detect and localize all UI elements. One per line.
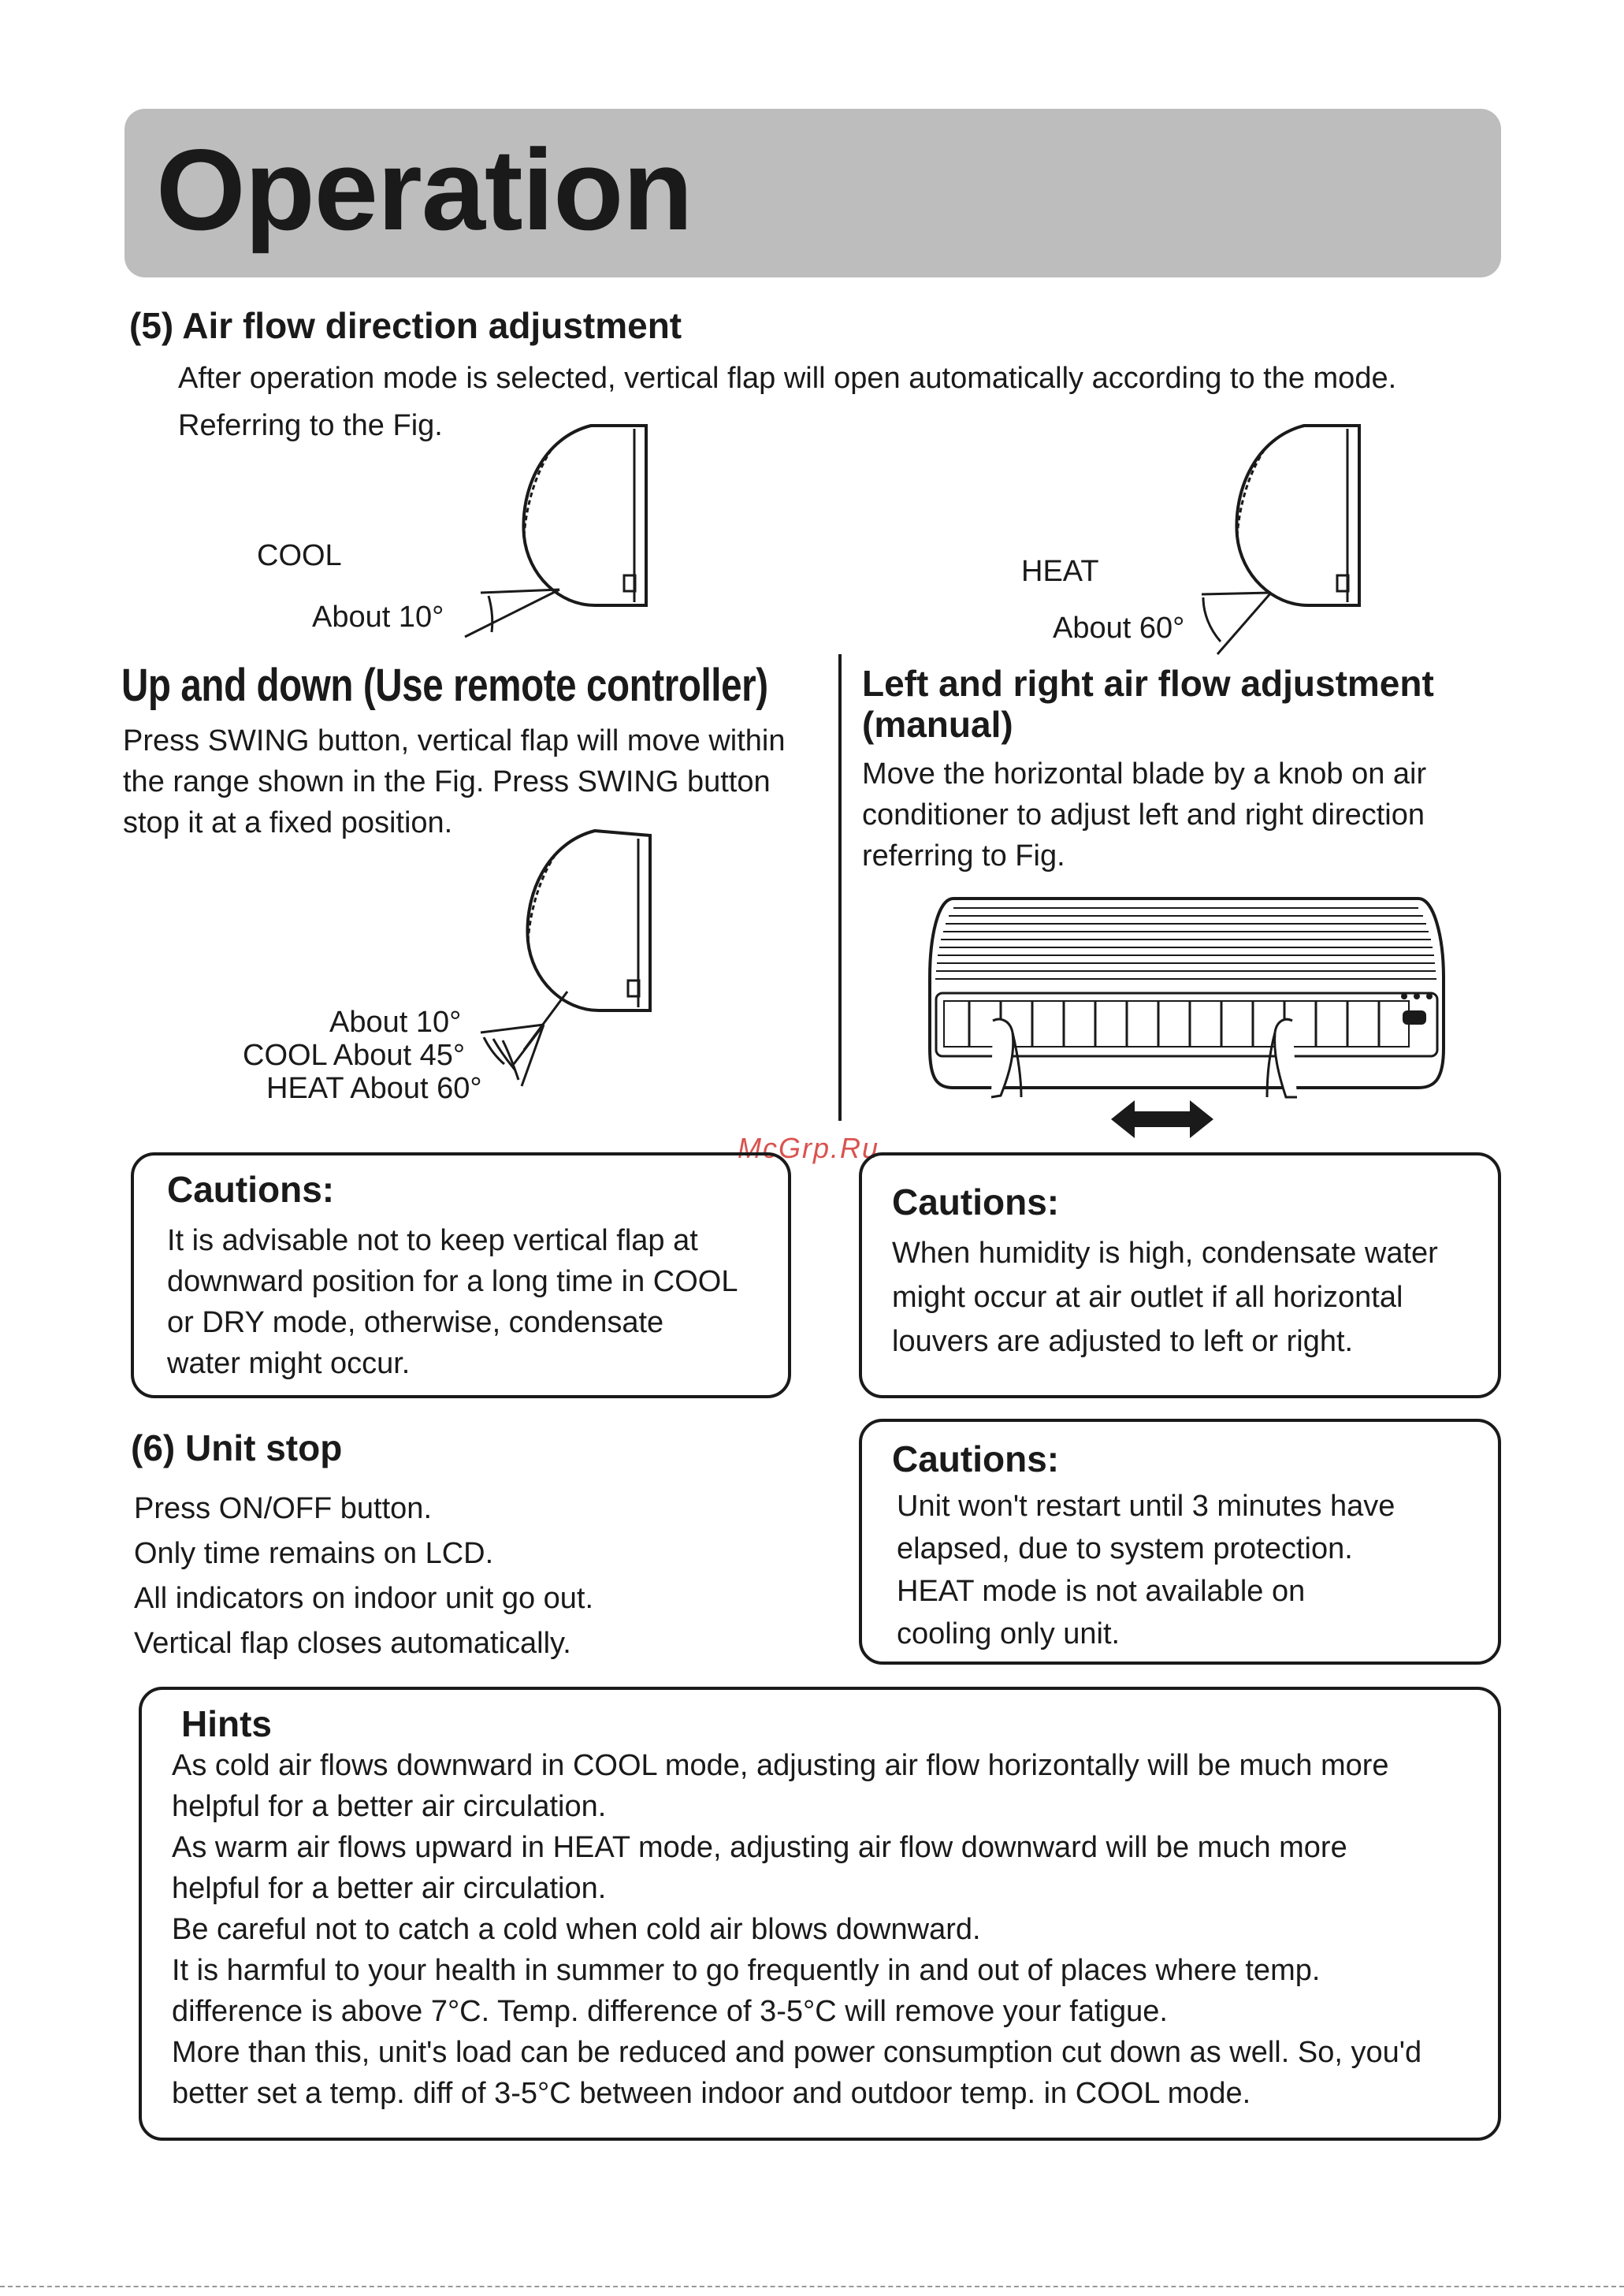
hint-line: As cold air flows downward in COOL mode, adjusting air flow horizontally will be much more [172, 1749, 1389, 1782]
left-right-text-line: Move the horizontal blade by a knob on air [862, 757, 1427, 791]
hint-line: Be careful not to catch a cold when cold air blows downward. [172, 1913, 981, 1946]
caution-line: or DRY mode, otherwise, condensate [167, 1306, 664, 1339]
hint-line: More than this, unit's load can be reduced and power consumption cut down as well. So, you'd [172, 2036, 1422, 2069]
heat-label: HEAT [1021, 555, 1099, 588]
watermark: McGrp.Ru [738, 1132, 880, 1164]
caution-line: Unit won't restart until 3 minutes have [897, 1490, 1395, 1523]
caution-line: might occur at air outlet if all horizontal [892, 1281, 1403, 1314]
caution-line: When humidity is high, condensate water [892, 1237, 1438, 1270]
caution-box-right-restart [859, 1419, 1501, 1665]
indoor-unit-side-heat-figure [1154, 418, 1375, 654]
caution-box-right-humidity [859, 1152, 1501, 1398]
hints-box [139, 1687, 1501, 2141]
indoor-unit-side-cool-figure [441, 418, 662, 654]
heat-angle-label: About 60° [1053, 612, 1185, 645]
caution-title: Cautions: [167, 1169, 335, 1210]
swing-cool-45-label: COOL About 45° [243, 1039, 466, 1072]
hint-line: As warm air flows upward in HEAT mode, adjusting air flow downward will be much more [172, 1831, 1347, 1864]
column-divider [838, 654, 842, 1121]
up-down-text-line: the range shown in the Fig. Press SWING button [123, 765, 771, 798]
unit-stop-line: Press ON/OFF button. [134, 1492, 432, 1525]
caution-box-left [131, 1152, 791, 1398]
section-6-heading: (6) Unit stop [131, 1427, 343, 1468]
up-down-text-line: stop it at a fixed position. [123, 806, 453, 839]
indoor-unit-front-figure [922, 891, 1450, 1151]
swing-about-10-label: About 10° [329, 1006, 462, 1039]
caution-line: HEAT mode is not available on [897, 1575, 1306, 1608]
swing-heat-60-label: HEAT About 60° [266, 1072, 482, 1105]
caution-line: It is advisable not to keep vertical flap at [167, 1224, 698, 1257]
caution-title: Cautions: [892, 1181, 1060, 1222]
caution-line: water might occur. [167, 1347, 411, 1380]
unit-stop-line: Vertical flap closes automatically. [134, 1627, 571, 1660]
section-5-intro-line2: Referring to the Fig. [178, 409, 443, 442]
caution-line: downward position for a long time in COOL [167, 1265, 738, 1298]
left-right-heading-line2: (manual) [862, 704, 1013, 745]
unit-stop-line: Only time remains on LCD. [134, 1537, 494, 1570]
page-title: Operation [156, 125, 693, 254]
up-down-heading: Up and down (Use remote controller) [121, 660, 768, 711]
section-5-heading: (5) Air flow direction adjustment [129, 305, 682, 346]
unit-stop-line: All indicators on indoor unit go out. [134, 1582, 594, 1615]
page-bottom-edge [0, 2286, 1624, 2289]
hint-line: helpful for a better air circulation. [172, 1790, 607, 1823]
up-down-text-line: Press SWING button, vertical flap will move within [123, 724, 786, 757]
left-right-text-line: conditioner to adjust left and right direction [862, 798, 1425, 832]
caution-line: louvers are adjusted to left or right. [892, 1325, 1354, 1358]
cool-label: COOL [257, 539, 342, 572]
hint-line: helpful for a better air circulation. [172, 1872, 607, 1905]
hint-line: difference is above 7°C. Temp. difference of 3-5°C will remove your fatigue. [172, 1995, 1168, 2028]
left-right-heading-line1: Left and right air flow adjustment [862, 663, 1434, 704]
cool-angle-label: About 10° [312, 601, 444, 634]
caution-line: cooling only unit. [897, 1617, 1120, 1650]
indoor-unit-swing-figure [465, 828, 678, 1096]
section-5-intro-line1: After operation mode is selected, vertical flap will open automatically according to the mode. [178, 362, 1397, 395]
hint-line: better set a temp. diff of 3-5°C between indoor and outdoor temp. in COOL mode. [172, 2077, 1251, 2110]
caution-title: Cautions: [892, 1438, 1060, 1479]
hint-line: It is harmful to your health in summer to go frequently in and out of places where temp. [172, 1954, 1321, 1987]
caution-line: elapsed, due to system protection. [897, 1532, 1353, 1565]
left-right-text-line: referring to Fig. [862, 839, 1065, 873]
hints-title: Hints [181, 1703, 272, 1744]
